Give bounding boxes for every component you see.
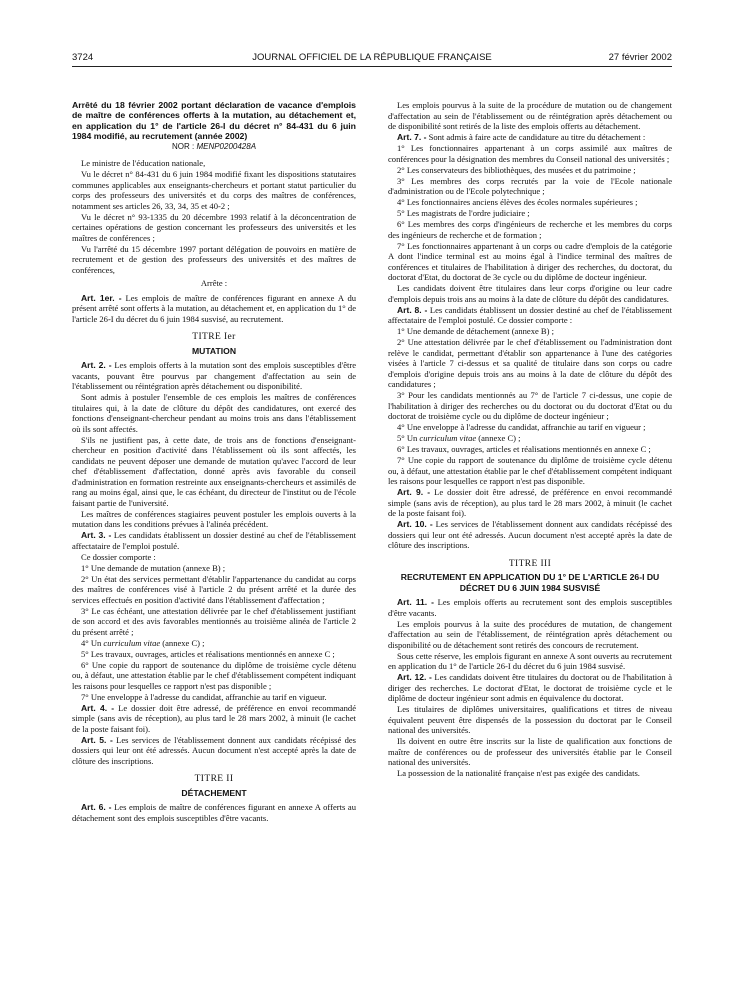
titre-3-heading: TITRE III — [508, 558, 552, 569]
article-5-text: Les services de l'établissement donnent aux candidats récépissé des dossiers qui leur ont été adressés. Aucun document n'est accepté après la date de clôture des inscriptions. — [72, 734, 356, 766]
article-8-item: 1° Une demande de détachement (annexe B) ; — [397, 326, 554, 336]
article-5-label: Art. 5. - — [81, 734, 113, 745]
article-3-item: 2° Un état des services permettant d'établir l'appartenance du candidat au corps des maîtres de conférences visé à l'article 2 du présent arrêté et la durée des services effectués en position d'activité dans l'établissement d'affectation ; — [72, 573, 356, 605]
article-3-item-4 — [72, 638, 356, 649]
titre-1-subtitle: MUTATION — [191, 345, 237, 356]
article-3-item: 5° Les travaux, ouvrages, articles et réalisations mentionnés en annexe C ; — [81, 648, 335, 659]
decree-title: Arrêté du 18 février 2002 portant déclaration de vacance d'emplois de maître de conférences offerts à la mutation, au détachement et, en application du 1° de l'article 26-I du décret n° 84-431 du 6 juin 1984 modifié, au recrutement (année 2002) — [72, 100, 356, 141]
item-suffix: (annexe C) ; — [478, 433, 521, 443]
article-2 — [72, 360, 356, 392]
article-12-label: Art. 12. - — [397, 672, 432, 682]
article-3-item: 6° Une copie du rapport de soutenance du diplôme de troisième cycle détenu ou, à défaut, une attestation établie par le chef d'établissement compétent indiquant les raisons pour lesquelles ce rapport n'est pas disponible ; — [72, 659, 356, 691]
article-11-label: Art. 11. - — [397, 597, 434, 607]
page-header — [72, 52, 672, 67]
article-12-paragraph: Les titulaires de diplômes universitaires, qualifications et titres de niveau équivalent peuvent être dispensés de la possession du doctorat par le Conseil national des universités. — [388, 704, 672, 735]
titre-1-heading: TITRE Ier — [192, 332, 236, 343]
item-prefix: 4° Un — [81, 637, 102, 648]
titre-2-heading: TITRE II — [194, 774, 234, 785]
article-2-text: Les emplois offerts à la mutation sont des emplois susceptibles d'être vacants, pouvant être pourvus par changement d'affectation au sein de l'établissement ou réintégration après détachement ou disponibilité. — [72, 360, 356, 392]
article-6-continued: Les emplois pourvus à la suite de la procédure de mutation ou de changement d'affectation au sein de l'établissement ou de réintégration après détachement ou de disponibilité sont retirés de la liste des emplois offerts au détachement. — [388, 100, 672, 131]
article-7-last: Les candidats doivent être titulaires dans leur corps d'origine ou leur cadre d'emplois depuis trois ans au moins à la date de clôture du dépôt des candidatures. — [388, 283, 672, 304]
article-8-item: 4° Une enveloppe à l'adresse du candidat, affranchie au tarif en vigueur ; — [397, 422, 646, 432]
article-6-label: Art. 6. - — [81, 802, 112, 813]
page-number: 3724 — [72, 52, 94, 63]
article-8-item-5 — [388, 433, 672, 444]
right-column — [388, 100, 672, 972]
article-8-item: 2° Une attestation délivrée par le chef d'établissement ou l'administration dont relève le candidat, permettant d'établir son appartenance à l'une des catégories visées à l'article 7 ci-dessus et sa qualité de titulaire dans son corps ou cadre d'emplois d'origine depuis trois ans au moins à la date de clôture du dépôt des candidatures ; — [388, 337, 672, 389]
article-7-item: 3° Les membres des corps recrutés par la voie de l'Ecole nationale d'administration ou de l'Ecole polytechnique ; — [388, 175, 672, 196]
intro-paragraph: Vu le décret n° 84-431 du 6 juin 1984 modifié fixant les dispositions statutaires communes applicables aux enseignants-chercheurs et portant statut particulier du corps des professeurs des universités et du corps des maîtres de conférences, notamment ses articles 26, 33, 34, 35 et 40-2 ; — [72, 169, 356, 211]
left-column — [72, 100, 356, 972]
intro-paragraph: Vu l'arrêté du 15 décembre 1997 portant délégation de pouvoirs en matière de recrutement et de gestion des professeurs des universités et des maîtres de conférences, — [72, 243, 356, 275]
article-8 — [388, 305, 672, 326]
article-8-label: Art. 8. - — [397, 304, 428, 315]
article-7-item: 4° Les fonctionnaires anciens élèves des écoles normales supérieures ; — [397, 197, 638, 207]
nor-label: NOR : — [171, 141, 195, 151]
article-7-item: 1° Les fonctionnaires appartenant à un corps assimilé aux maîtres de conférences pour la désignation des membres du Conseil national des universités ; — [388, 143, 672, 164]
publication-date: 27 février 2002 — [608, 52, 672, 63]
item-prefix: 5° Un — [397, 433, 418, 443]
article-9-text: Le dossier doit être adressé, de préférence en envoi recommandé simple (sans avis de réception), au plus tard le 28 mars 2002, à minuit (le cachet de la poste faisant foi). — [388, 487, 672, 518]
article-7-label: Art. 7. - — [397, 132, 427, 142]
item-italic: curriculum vitae — [103, 637, 161, 648]
article-8-text: Les candidats établissent un dossier destiné au chef de l'établissement affectataire de l'emploi postulé. Ce dossier comporte : — [388, 304, 672, 325]
article-2-paragraph: Les maîtres de conférences stagiaires peuvent postuler les emplois ouverts à la mutation dans les conditions prévues à l'alinéa précédent. — [72, 508, 356, 530]
article-9 — [388, 487, 672, 519]
article-11-paragraph: Sous cette réserve, les emplois figurant en annexe A sont ouverts au recrutement en application du 1° de l'article 26-I du décret du 6 juin 1984 susvisé. — [388, 650, 672, 671]
article-2-paragraph: Sont admis à postuler l'ensemble de ces emplois les maîtres de conférences titulaires qui, à la date de clôture du dépôt des candidatures, ont exercé des fonctions d'enseignant-chercheur pendant au moins trois ans dans l'établissement où ils sont affectés. — [72, 392, 356, 434]
article-7-item: 7° Les fonctionnaires appartenant à un corps ou cadre d'emplois de la catégorie A dont l'indice terminal est au moins égal à l'indice terminal des maîtres de conférences et titulaires de l'habilitation à diriger des recherches, du doctorat, du doctorat d'Etat, du doctorat de 3e cycle ou du diplôme de docteur ingénieur. — [388, 240, 672, 282]
item-suffix: (annexe C) ; — [162, 637, 205, 648]
article-10-label: Art. 10. - — [397, 519, 433, 529]
article-3-item: 7° Une enveloppe à l'adresse du candidat, affranchie au tarif en vigueur. — [81, 691, 327, 702]
article-3 — [72, 530, 356, 551]
article-2-label: Art. 2. - — [81, 360, 112, 371]
titre-2-subtitle: DÉTACHEMENT — [181, 787, 247, 798]
article-8-item: 6° Les travaux, ouvrages, articles et réalisations mentionnés en annexe C ; — [397, 444, 651, 454]
article-4-text: Le dossier doit être adressé, de préférence en envoi recommandé simple (sans avis de réception), au plus tard le 28 mars 2002, à minuit (le cachet de la poste faisant foi). — [72, 702, 356, 734]
article-3-intro: Ce dossier comporte : — [81, 551, 156, 562]
article-8-item: 7° Une copie du rapport de soutenance du diplôme de troisième cycle détenu ou, à défaut, une attestation établie par le chef d'établissement compétent indiquant les raisons pour lesquelles ce rapport n'est pas disponible. — [388, 455, 672, 486]
article-12-paragraph: La possession de la nationalité française n'est pas exigée des candidats. — [397, 768, 640, 778]
intro-paragraph: Le ministre de l'éducation nationale, — [81, 158, 206, 169]
article-2-paragraph: S'ils ne justifient pas, à cette date, de trois ans de fonctions d'enseignant-chercheur en position d'activité dans l'établissement où ils sont affectés, les candidats ne peuvent déposer une demande de mutation qu'avec l'accord de leur chef d'établissement d'affectation, donné après avis favorable du conseil d'administration en formation restreinte aux enseignants-chercheurs et assimilés de rang au moins égal, ainsi que, le cas échéant, du directeur de l'institut ou de l'école faisant partie de l'université. — [72, 434, 356, 508]
article-3-item: 3° Le cas échéant, une attestation délivrée par le chef d'établissement justifiant de son accord et des avis favorables mentionnés au troisième alinéa de l'article 2 du présent arrêté ; — [72, 605, 356, 637]
article-10-text: Les services de l'établissement donnent aux candidats récépissé des dossiers qui leur ont été adressés. Aucun document n'est accepté après la date de clôture des inscriptions. — [388, 519, 672, 550]
article-10 — [388, 519, 672, 551]
article-4 — [72, 703, 356, 735]
article-5 — [72, 735, 356, 767]
article-12 — [388, 672, 672, 704]
nor-code: MENP0200428A — [196, 141, 257, 151]
article-7-item: 2° Les conservateurs des bibliothèques, des musées et du patrimoine ; — [397, 164, 636, 175]
article-3-item: 1° Une demande de mutation (annexe B) ; — [81, 562, 226, 573]
article-11-paragraph: Les emplois pourvus à la suite des procédures de mutation, de changement d'affectation au sein de l'établissement, de réintégration après détachement ou disponibilité ou de détachement sont retirés des concours de recrutement. — [388, 618, 672, 650]
article-8-item: 3° Pour les candidats mentionnés au 7° de l'article 7 ci-dessus, une copie de l'habilitation à diriger des recherches ou du doctorat ou du doctorat d'Etat ou du doctorat de troisième cycle ou du diplôme de docteur ingénieur ; — [388, 390, 672, 421]
article-9-label: Art. 9. - — [397, 487, 431, 497]
intro-paragraph: Vu le décret n° 93-1335 du 20 décembre 1993 relatif à la déconcentration de certaines opérations de gestion concernant les professeurs des universités et les maîtres de conférences ; — [72, 211, 356, 243]
article-7 — [388, 132, 672, 143]
item-italic: curriculum vitae — [419, 433, 477, 443]
nor-reference — [72, 142, 356, 153]
journal-title: JOURNAL OFFICIEL DE LA RÉPUBLIQUE FRANÇAISE — [252, 52, 492, 63]
article-1-label: Art. 1er. - — [81, 292, 122, 303]
article-6 — [72, 802, 356, 823]
article-7-item: 6° Les membres des corps d'ingénieurs de recherche et les membres du corps des ingénieurs de recherche et de formation ; — [388, 219, 672, 240]
article-11 — [388, 597, 672, 618]
article-1-text: Les emplois de maître de conférences figurant en annexe A du présent arrêté sont offerts à la mutation, au détachement et, en application du 1° de l'article 26-I du décret du 6 juin 1984 susvisé, au recrutement. — [72, 292, 356, 324]
article-6-text: Les emplois de maître de conférences figurant en annexe A offerts au détachement sont des emplois susceptibles d'être vacants. — [72, 802, 356, 823]
titre-3-subtitle: RECRUTEMENT EN APPLICATION DU 1° DE L'ARTICLE 26-I DU DÉCRET DU 6 JUIN 1984 SUSVISÉ — [400, 572, 660, 593]
arrete-label: Arrête : — [200, 278, 228, 289]
article-12-paragraph: Ils doivent en outre être inscrits sur la liste de qualification aux fonctions de maître de conférences ou de professeur des universités établie par le Conseil national des universités. — [388, 736, 672, 767]
article-11-text: Les emplois offerts au recrutement sont des emplois susceptibles d'être vacants. — [388, 597, 672, 618]
article-7-text: Sont admis à faire acte de candidature au titre du détachement : — [428, 132, 646, 142]
article-3-text: Les candidats établissent un dossier destiné au chef de l'établissement affectataire de l'emploi postulé. — [72, 530, 356, 551]
article-3-label: Art. 3. - — [81, 530, 112, 541]
article-7-item: 5° Les magistrats de l'ordre judiciaire ; — [397, 208, 530, 218]
article-4-label: Art. 4. - — [81, 702, 115, 713]
article-12-text: Les candidats doivent être titulaires du doctorat ou de l'habilitation à diriger des recherches. Le doctorat d'Etat, le doctorat de troisième cycle et le diplôme de docteur ingénieur sont admis en équivalence du doctorat. — [388, 672, 672, 703]
article-1 — [72, 293, 356, 325]
